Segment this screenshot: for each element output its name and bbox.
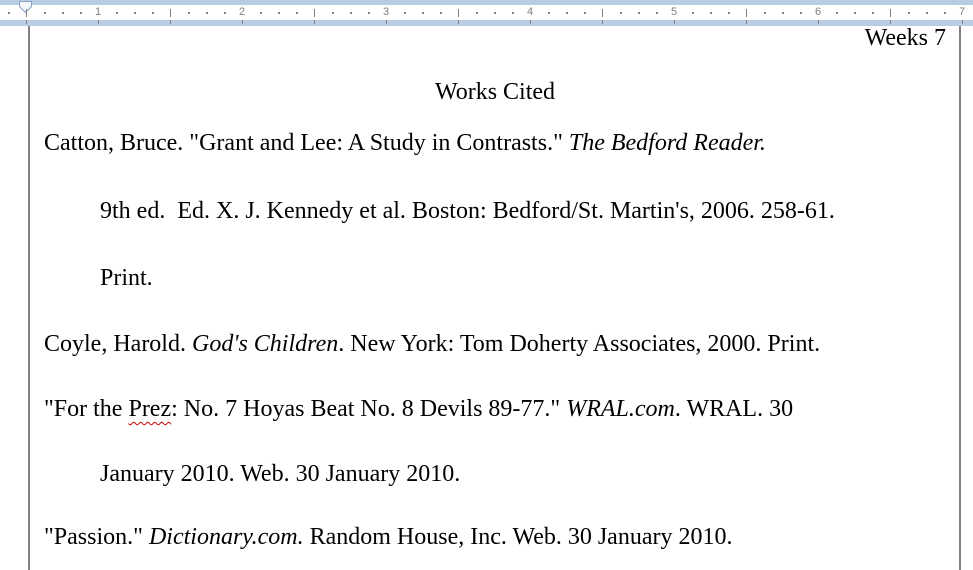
citation-text: WRAL.com — [566, 396, 675, 422]
works-cited-title[interactable]: Works Cited — [434, 79, 556, 105]
citation-text: Dictionary.com. — [148, 524, 304, 550]
citation-line[interactable] — [100, 196, 835, 226]
ruler-inch-label: 2 — [238, 6, 246, 18]
ruler-inch-label: 1 — [94, 6, 102, 18]
citation-text: . WRAL. 30 — [674, 396, 794, 422]
ruler-inch-label: 4 — [526, 6, 534, 18]
misspelled-word: Prez — [128, 396, 172, 422]
ruler-inch-label: 6 — [814, 6, 822, 18]
citation-line[interactable] — [100, 459, 460, 489]
citation-text: January 2010. Web. 30 January 2010. — [100, 461, 461, 487]
citation-text: Print. — [100, 265, 153, 291]
citation-line[interactable] — [44, 128, 766, 158]
citation-text: Catton, Bruce. "Grant and Lee: A Study in Contrasts." — [44, 130, 569, 156]
citation-text: : No. 7 Hoyas Beat No. 8 Devils 89-77." — [171, 396, 567, 422]
citation-text: Coyle, Harold. — [44, 331, 192, 357]
citation-text: Random House, Inc. Web. 30 January 2010. — [303, 524, 733, 550]
ruler-inch-label: 5 — [670, 6, 678, 18]
citation-line[interactable] — [44, 522, 732, 552]
citation-text: "For the — [44, 396, 129, 422]
citation-text: God's Children — [191, 331, 339, 357]
citation-text: "Passion." — [44, 524, 149, 550]
citation-line[interactable] — [44, 394, 793, 424]
citation-line[interactable] — [100, 263, 153, 293]
citation-line[interactable] — [44, 329, 820, 359]
ruler-inch-label: 3 — [382, 6, 390, 18]
citation-text: . New York: Tom Doherty Associates, 2000. Print. — [338, 331, 821, 357]
citation-text: 9th ed. Ed. X. J. Kennedy et al. Boston: Bedford/St. Martin's, 2006. 258-61. — [100, 198, 835, 224]
citation-text: The Bedford Reader. — [568, 130, 766, 156]
page-header[interactable]: Weeks 7 — [864, 25, 946, 51]
ruler-inch-label: 7 — [958, 6, 966, 18]
